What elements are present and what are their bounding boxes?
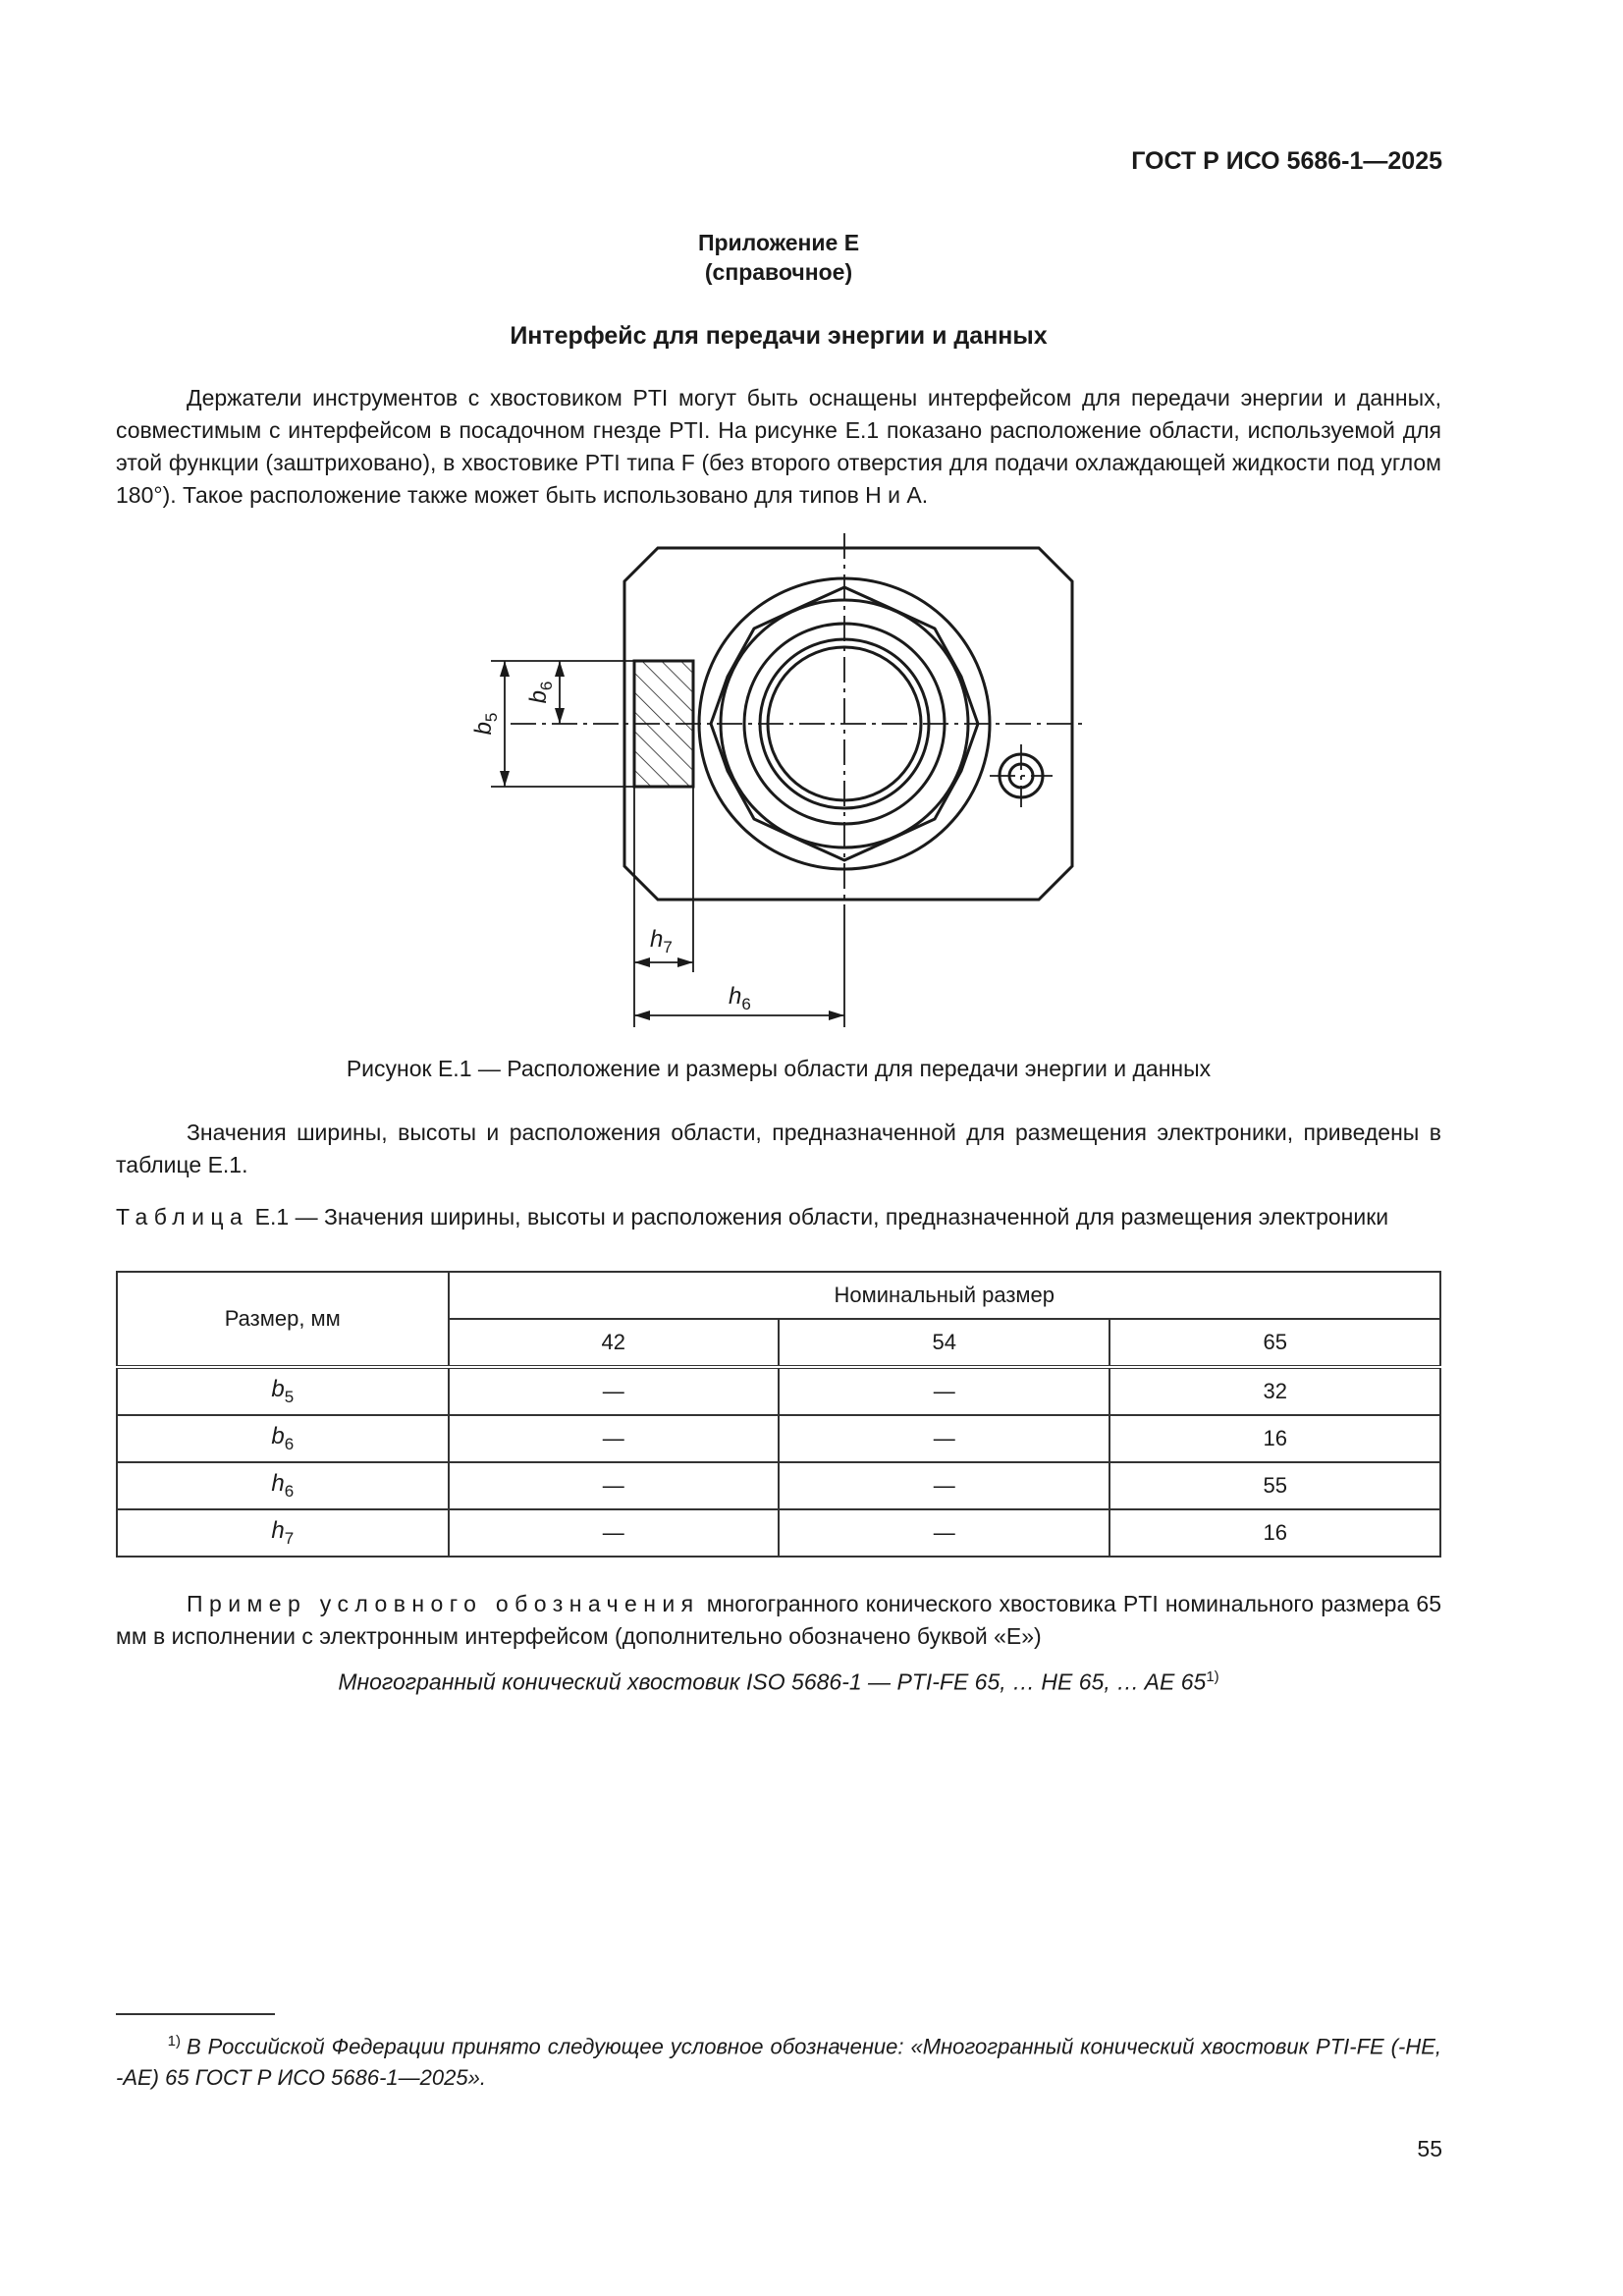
label-b6: $b_6$ <box>525 681 556 704</box>
header-nominal: Номинальный размер <box>449 1272 1440 1319</box>
figure-e1-drawing <box>0 0 1623 1061</box>
footnote-divider <box>116 2013 275 2015</box>
table-row: $b_6$ — — 16 <box>117 1415 1440 1462</box>
b6-arrow-bottom <box>555 708 565 724</box>
b6-arrow-top <box>555 661 565 677</box>
header-col-54: 54 <box>779 1319 1109 1367</box>
header-size: Размер, мм <box>117 1272 449 1367</box>
document-code: ГОСТ Р ИСО 5686-1—2025 <box>1131 147 1442 175</box>
annex-title: Приложение E <box>697 230 860 255</box>
intro-paragraph: Держатели инструментов с хвостовиком PTI могут быть оснащены интерфейсом для передачи энергии и данных, совместимым с интерфейсом в посадочном гнезде PTI. На рисунке E.1 показано расположение области, используемой для этой функции (заштриховано), в хвостовике PTI типа F (без второго отверстия для подачи охлаждающей жидкости под углом 180°). Такое расположение также может быть использовано для типов H и A. <box>116 385 1441 508</box>
table-row: $h_6$ — — 55 <box>117 1462 1440 1509</box>
h7-arrow-left <box>634 957 650 967</box>
annex-subtitle: (справочное) <box>704 259 853 285</box>
values-paragraph: Значения ширины, высоты и расположения области, предназначенной для размещения электроники, приведены в таблице E.1. <box>116 1120 1441 1177</box>
label-b5: $b_5$ <box>470 712 501 736</box>
example-paragraph: Пример условного обозначения многогранного конического хвостовика PTI номинального размера 65 мм в исполнении с электронным интерфейсом (дополнительно обозначено буквой «E») <box>116 1591 1441 1649</box>
header-col-42: 42 <box>449 1319 779 1367</box>
h7-arrow-right <box>677 957 693 967</box>
figure-caption: Рисунок E.1 — Расположение и размеры области для передачи энергии и данных <box>346 1056 1212 1081</box>
footnote: $^{1)}$ В Российской Федерации принято следующее условное обозначение: «Многогранный конический хвостовик PTI-FE (-HE, -AE) 65 ГОСТ Р ИСО 5686-1—2025». <box>116 2033 1441 2091</box>
b5-arrow-top <box>500 661 510 677</box>
label-h6: $h_6$ <box>729 983 751 1013</box>
b5-arrow-bottom <box>500 771 510 787</box>
h6-arrow-right <box>829 1011 844 1020</box>
header-col-65: 65 <box>1109 1319 1440 1367</box>
h6-arrow-left <box>634 1011 650 1020</box>
example-designation: Многогранный конический хвостовик ISO 5686-1 — PTI-FE 65, … HE 65, … AE 65$^{1)}$ <box>338 1668 1219 1695</box>
table-caption: Таблица E.1 — Значения ширины, высоты и расположения области, предназначенной для размещения электроники <box>116 1204 1389 1230</box>
table-e1 <box>116 1271 1441 1558</box>
annex-heading: Интерфейс для передачи энергии и данных <box>510 322 1048 350</box>
table-row: $h_7$ — — 16 <box>117 1509 1440 1557</box>
page-number: 55 <box>1417 2136 1442 2161</box>
label-h7: $h_7$ <box>650 926 673 957</box>
table-row: $b_5$ — — 32 <box>117 1367 1440 1415</box>
